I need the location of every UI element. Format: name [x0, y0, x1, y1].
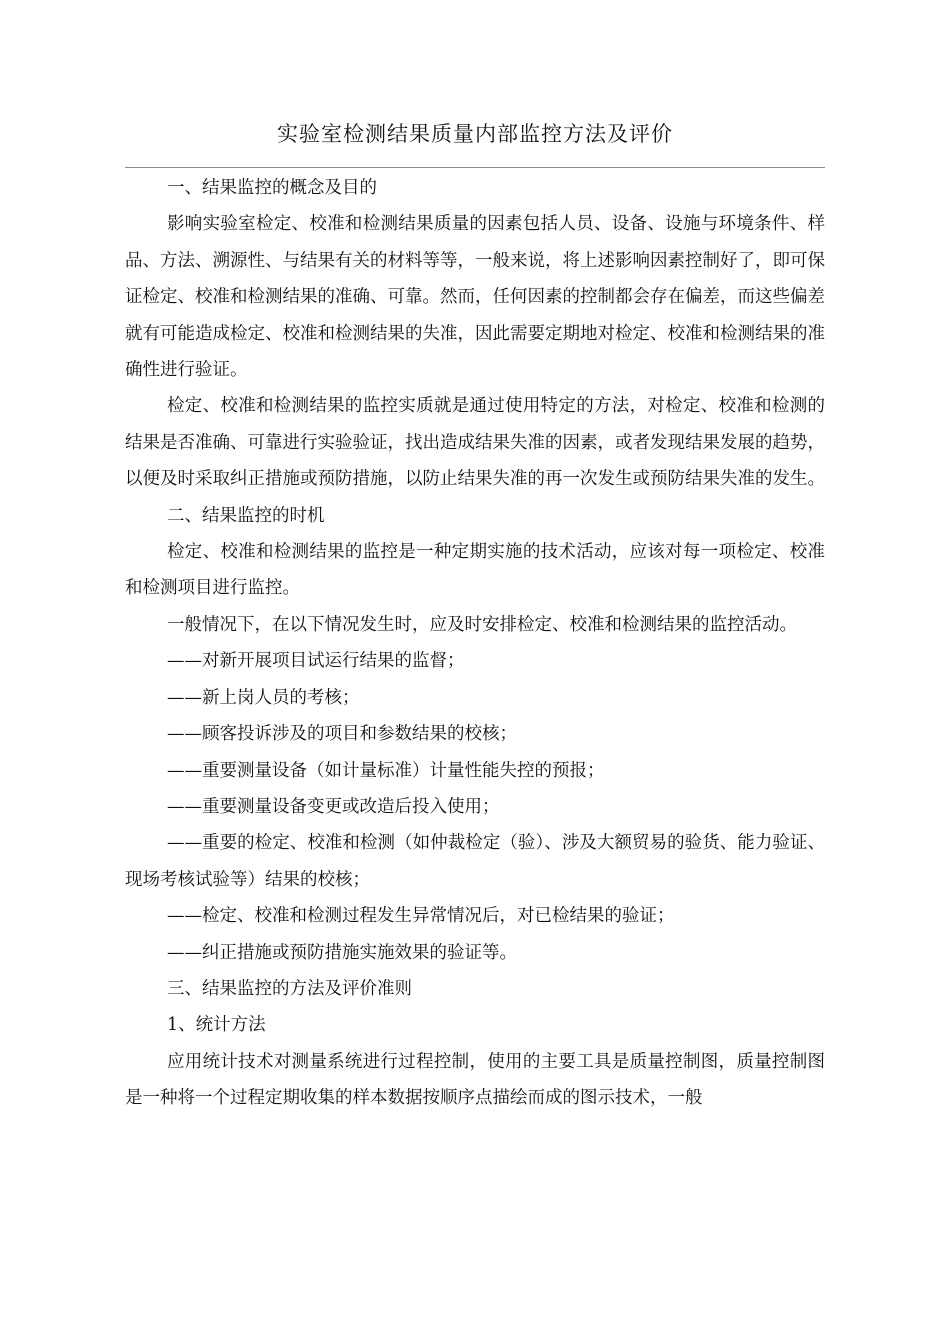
list-item: ——重要的检定、校准和检测（如仲裁检定（验）、涉及大额贸易的验货、能力验证、现场考核试验等）结果的校核； [125, 833, 825, 890]
list-item: ——重要测量设备变更或改造后投入使用； [167, 796, 500, 817]
body-paragraph: 应用统计技术对测量系统进行过程控制，使用的主要工具是质量控制图，质量控制图是一种将一个过程定期收集的样本数据按顺序点描绘而成的图示技术，一般 [125, 1051, 825, 1109]
document-title: 实验室检测结果质量内部监控方法及评价 [277, 122, 673, 146]
section-heading-1: 一、结果监控的概念及目的 [167, 178, 377, 198]
list-item: ——纠正措施或预防措施实施效果的验证等。 [167, 942, 517, 963]
body-paragraph: 检定、校准和检测结果的监控实质就是通过使用特定的方法，对检定、校准和检测的结果是否准确、可靠进行实验验证，找出造成结果失准的因素，或者发现结果发展的趋势，以便及时采取纠正措施或预防措施，以防止结果失准的再一次发生或预防结果失准的发生。 [125, 396, 825, 490]
section-heading-3: 三、结果监控的方法及评价准则 [167, 978, 412, 999]
list-item: ——重要测量设备（如计量标准）计量性能失控的预报； [167, 760, 605, 781]
document-body [125, 170, 825, 1117]
list-item: ——新上岗人员的考核； [167, 687, 360, 708]
list-item: ——检定、校准和检测过程发生异常情况后，对已检结果的验证； [167, 906, 675, 927]
title-divider [125, 167, 825, 168]
list-item: ——顾客投诉涉及的项目和参数结果的校核； [167, 724, 517, 745]
body-paragraph: 检定、校准和检测结果的监控是一种定期实施的技术活动，应该对每一项检定、校准和检测项目进行监控。 [125, 542, 825, 599]
body-paragraph: 影响实验室检定、校准和检测结果质量的因素包括人员、设备、设施与环境条件、样品、方法、溯源性、与结果有关的材料等等，一般来说，将上述影响因素控制好了，即可保证检定、校准和检测结果的准确、可靠。然而，任何因素的控制都会存在偏差，而这些偏差就有可能造成检定、校准和检测结果的失准，因此需要定期地对检定、校准和检测结果的准确性进行验证。 [125, 214, 825, 381]
section-heading-2: 二、结果监控的时机 [167, 505, 325, 526]
subsection-heading: 1、统计方法 [167, 1015, 266, 1036]
list-item: ——对新开展项目试运行结果的监督； [167, 651, 465, 672]
body-paragraph: 一般情况下，在以下情况发生时，应及时安排检定、校准和检测结果的监控活动。 [167, 614, 797, 635]
